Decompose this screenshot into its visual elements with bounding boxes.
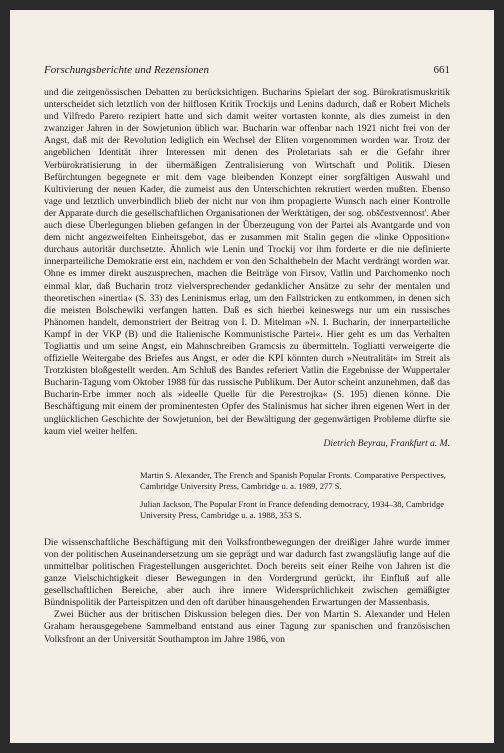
book-reference: Martin S. Alexander, The French and Spanish Popular Fronts. Comparative Perspectives, Cambridge University Press, Cambridge u. a. 1989, 277 S. bbox=[140, 469, 446, 491]
reviewed-books bbox=[140, 470, 450, 521]
page-content bbox=[44, 87, 450, 646]
review-paragraph: Die wissenschaftliche Beschäftigung mit den Volksfrontbewegungen der dreißiger Jahre wurde immer von der politischen Auseinandersetzung um sie geprägt und war dadurch fast zwangsläufig lange auf die unmittelbar politischen Fragestellungen ausgerichtet. Doch bereits seit einer Reihe von Jahren ist die ganze Vielschichtigkeit dieser Bewegungen in den Vordergrund gerückt, ihr Einfluß auf alle gesellschaftlichen Bereiche, aber auch ihre innere Widersprüchlichkeit zwischen gemäßigter Bündnispolitik der Parteispitzen und den oft darüber hinausgehenden Erwartungen der Massenbasis. bbox=[44, 536, 450, 609]
review-body-paragraph: und die zeitgenössischen Debatten zu berücksichtigen. Bucharins Spielart der sog. Bürokratismuskritik unterscheidet sich letztlich von der hilflosen Kritik Trockijs und Lenins dadurch, daß er Robert Michels und Vilfredo Pareto rezipiert hatte und sich damit weiter vortasten konnte, als dies zumeist in den zwanziger Jahren in der Sowjetunion üblich war. Bucharin war offenbar nach 1921 nicht frei von der Angst, daß mit der Revolution lediglich ein Wechsel der Eliten vorgenommen worden war. Trotz der angeblichen Identität ihrer Interessen mit denen des Proletariats sah er die Gefahr ihrer Verbürokratisierung in der übermäßigen Zentralisierung von Wirtschaft und Politik. Diesen Befürchtungen begegnete er mit dem vage bleibenden Konzept einer sorgfältigen Auswahl und Kultivierung der neuen Kader, die zumeist aus den Unterschichten rekrutiert werden mußten. Ebenso vage und letztlich unverbindlich blieb der nicht nur von ihm propagierte Wunsch nach einer Kontrolle der Apparate durch die gesellschaftlichen Organisationen der Werktätigen, der sog. obščestvennost'. Aber auch diese Überlegungen blieben gefangen in der Überzeugung von der Partei als Avantgarde und von dem nicht angezweifelten Einheitsgebot, das er zusammen mit Stalin gegen die »linke Opposition« durchaus autoritär durchsetzte. Ähnlich wie Lenin und Trockij vor ihm forderte er die nie definierte innerparteiliche Demokratie erst ein, nachdem er von den Schalthebeln der Macht verdrängt worden war. Ohne es immer direkt auszusprechen, machen die Beiträge von Firsov, Vatlin und Parchomenko noch einmal klar, daß Bucharin trotz vielversprechender gedanklicher Ansätze zu sehr der mentalen und theoretischen »inertia« (S. 33) des Leninismus erlag, um den Fallstricken zu entkommen, in denen sich die meisten Bolschewiki verfangen hatten. Daß es sich hierbei keineswegs nur um ein russisches Phänomen handelt, demonstriert der Beitrag von I. D. Mitelman »N. I. Bucharin, der innerparteiliche Kampf in der VKP (B) und die Italienische Kommunistische Partei«. Hier geht es um das Verhalten Togliattis und um seine Angst, ein Mahnschreiben Gramcsis zu übermitteln. Togliatti verweigerte die offizielle Weitergabe des Briefes aus Angst, er oder die KPI könnten durch »Neutralität« im Streit als Trotzkisten bloßgestellt werden. Am Schluß des Bandes referiert Vatlin die Ergebnisse der Wuppertaler Bucharin-Tagung vom Oktober 1988 für das russische Publikum. Der Autor scheint anzunehmen, daß das Bucharin-Erbe immer noch als »ideelle Quelle für die Perestrojka« (S. 195) dienen könne. Die Beschäftigung mit einem der prominentesten Opfer des Stalinismus hat sicher ihren eigenen Wert in der unglücklichen Geschichte der Sowjetunion, bei der Bewältigung der gegenwärtigen Probleme dürfte sie kaum viel weiter helfen. bbox=[44, 87, 450, 437]
page-header bbox=[44, 64, 450, 76]
document-page bbox=[10, 10, 494, 743]
reviewer-signature: Dietrich Beyrau, Frankfurt a. M. bbox=[323, 437, 450, 449]
running-title: Forschungsberichte und Rezensionen bbox=[44, 64, 209, 76]
page-number: 661 bbox=[433, 64, 450, 76]
review-paragraph: Zwei Bücher aus der britischen Diskussion belegen dies. Der von Martin S. Alexander und Helen Graham herausgegebene Sammelband entstand aus einer Tagung zur spanischen und französischen Volksfront an der Universität Southampton im Jahre 1986, von bbox=[44, 609, 450, 645]
book-reference: Julian Jackson, The Popular Front in France defending democracy, 1934–38, Cambridge University Press, Cambridge u. a. 1988, 353 S. bbox=[140, 498, 445, 520]
